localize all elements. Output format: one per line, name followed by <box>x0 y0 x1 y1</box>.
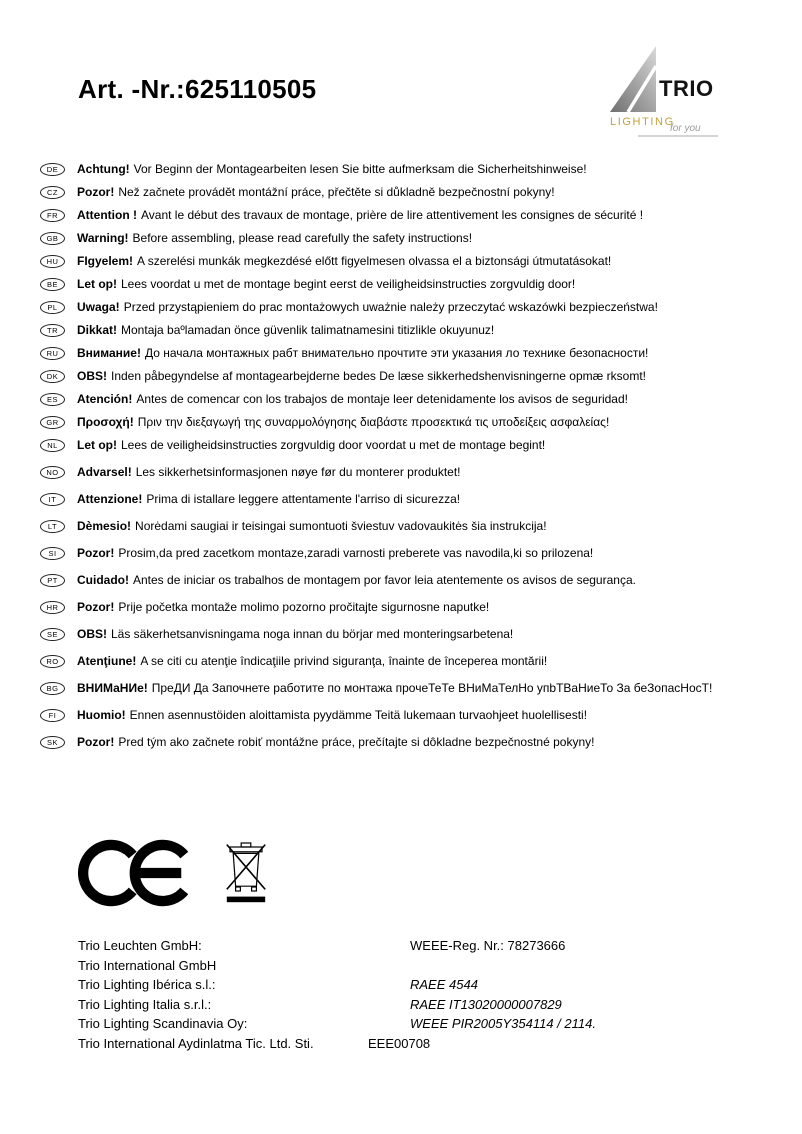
language-lead: Pozor! <box>77 735 115 749</box>
language-code-badge <box>40 655 65 668</box>
language-row <box>40 681 772 696</box>
language-code-badge <box>40 628 65 641</box>
language-lead: OBS! <box>77 369 107 383</box>
language-row <box>40 573 772 588</box>
weee-bin-icon <box>222 834 270 916</box>
language-text: Πριν την διεξαγωγή της συναρμολόγησης διαβάστε προσεκτικά τις υποδείξεις ασφαλείας! <box>137 415 610 429</box>
language-row <box>40 185 772 200</box>
language-row <box>40 708 772 723</box>
language-code-badge <box>40 186 65 199</box>
footer-right: RAEE IT13020000007829 <box>410 996 562 1012</box>
trio-sail-icon <box>610 46 656 112</box>
language-code: FI <box>48 711 57 720</box>
language-text: Prije početka montaže molimo pozorno pročitajte sigurnosne naputke! <box>118 600 490 614</box>
language-row <box>40 277 772 292</box>
footer-left: Trio Lighting Ibérica s.l.: <box>78 977 216 992</box>
footer-left: Trio International GmbH <box>78 957 217 973</box>
language-code: DE <box>46 165 59 174</box>
language-code-badge <box>40 255 65 268</box>
language-row <box>40 162 772 177</box>
language-text: Before assembling, please read carefully the safety instructions! <box>132 231 473 245</box>
language-row <box>40 546 772 561</box>
footer-right: WEEE PIR2005Y354114 / 2114. <box>410 1016 596 1031</box>
language-text: Prosim,da pred zacetkom montaze,zaradi varnosti preberete vas navodila,ki so prilozena! <box>118 546 594 560</box>
language-code: BE <box>46 280 58 289</box>
language-code: GB <box>46 234 59 243</box>
language-text: Norėdami saugiai ir teisingai sumontuoti šviestuv vadovaukitės šia instrukcija! <box>135 519 547 533</box>
language-text: Montaja baºlamadan önce güvenlik talimatnamesini titizlikle okuyunuz! <box>121 323 495 337</box>
footer-left: Trio Leuchten GmbH: <box>78 938 202 953</box>
language-lead: Let op! <box>77 277 117 291</box>
footer-row <box>78 975 762 995</box>
language-list <box>40 162 772 762</box>
footer-right: EEE00708 <box>368 1035 431 1051</box>
language-row <box>40 438 772 453</box>
trio-brand-text: TRIO <box>659 76 714 101</box>
language-text: Antes de iniciar os trabalhos de montagem por favor leia atentemente os avisos de segurança. <box>133 573 636 587</box>
language-code-badge <box>40 574 65 587</box>
language-text: ПреДИ Да Започнете работите по монтажа прочеТеТе ВНиМаТелНо упbТВаНиеТо За беЗопасНосТ! <box>151 681 713 695</box>
trio-logo <box>608 44 720 144</box>
language-lead: Pozor! <box>77 600 115 614</box>
language-code: BG <box>46 684 59 693</box>
ce-mark-icon <box>78 834 196 912</box>
language-code-badge <box>40 232 65 245</box>
language-code-badge <box>40 370 65 383</box>
language-code: CZ <box>47 188 58 197</box>
language-text: A szerelési munkák megkezdésé előtt figyelmesen olvassa el a biztonsági útmutatásokat! <box>137 254 612 268</box>
language-text: Les sikkerhetsinformasjonen nøye før du monterer produktet! <box>135 465 461 479</box>
language-code-badge <box>40 601 65 614</box>
language-text: До начала монтажных рабт внимательно прочтите эти указания ло технике безопасности! <box>144 346 649 360</box>
footer-rows <box>78 936 762 1053</box>
language-row <box>40 346 772 361</box>
footer-left: Trio International Aydinlatma Tic. Ltd. Sti. <box>78 1035 314 1051</box>
trio-foryou-text: for you <box>670 123 701 134</box>
language-code: TR <box>47 326 58 335</box>
language-text: Inden påbegyndelse af montagearbejderne bedes De læse sikkerhedshenvisningerne opmæ rksomt! <box>111 369 646 383</box>
language-code: PT <box>47 576 58 585</box>
language-text: Antes de comencar con los trabajos de montaje leer detenidamente los avisos de seguridad! <box>136 392 628 406</box>
compliance-symbols <box>78 834 270 916</box>
language-code: NL <box>47 441 58 450</box>
language-lead: FIgyelem! <box>77 254 134 268</box>
language-code: HU <box>46 257 59 266</box>
language-lead: Προσοχή! <box>77 415 134 429</box>
language-code: SI <box>48 549 57 558</box>
language-code-badge <box>40 466 65 479</box>
language-text: Než začnete provádět montážní práce, přečtěte si důkladně bezpečnostní pokyny! <box>118 185 555 199</box>
language-lead: Atención! <box>77 392 133 406</box>
language-row <box>40 627 772 642</box>
language-code: SK <box>46 738 58 747</box>
language-text: Vor Beginn der Montagearbeiten lesen Sie bitte aufmerksam die Sicherheitshinweise! <box>133 162 587 176</box>
article-number-title: Art. -Nr.:625110505 <box>78 74 317 104</box>
language-row <box>40 254 772 269</box>
language-row <box>40 415 772 430</box>
footer-row <box>78 956 762 976</box>
language-code-badge <box>40 547 65 560</box>
language-code: LT <box>47 522 58 531</box>
language-code: PL <box>47 303 58 312</box>
language-row <box>40 492 772 507</box>
language-code: FR <box>47 211 58 220</box>
language-lead: Achtung! <box>77 162 130 176</box>
trio-logo-graphic <box>608 44 720 144</box>
footer-left: Trio Lighting Scandinavia Oy: <box>78 1016 248 1031</box>
language-row <box>40 231 772 246</box>
language-code: NO <box>46 468 59 477</box>
language-row <box>40 735 772 750</box>
language-code-badge <box>40 736 65 749</box>
footer <box>78 936 762 1053</box>
footer-row <box>78 1034 762 1054</box>
language-text: Avant le début des travaux de montage, prière de lire attentivement les consignes de sécurité ! <box>140 208 644 222</box>
language-code: ES <box>46 395 58 404</box>
language-code: RU <box>46 349 59 358</box>
language-row <box>40 300 772 315</box>
language-lead: Внимание! <box>77 346 141 360</box>
language-code: SE <box>46 630 58 639</box>
language-code: GR <box>46 418 59 427</box>
language-row <box>40 465 772 480</box>
trio-lighting-text: LIGHTING <box>610 116 675 128</box>
language-lead: Pozor! <box>77 546 115 560</box>
language-code-badge <box>40 301 65 314</box>
footer-right: WEEE-Reg. Nr.: 78273666 <box>410 938 566 953</box>
language-lead: Uwaga! <box>77 300 120 314</box>
language-text: Pred tým ako začnete robiť montážne práce, prečítajte si dôkladne bezpečnostné pokyny! <box>118 735 595 749</box>
language-lead: Attenzione! <box>77 492 143 506</box>
language-lead: Dèmesio! <box>77 519 132 533</box>
language-code: IT <box>48 495 57 504</box>
language-row <box>40 519 772 534</box>
language-code: HR <box>46 603 59 612</box>
language-code-badge <box>40 493 65 506</box>
language-row <box>40 392 772 407</box>
language-code-badge <box>40 163 65 176</box>
language-lead: ВНИМаНИе! <box>77 681 148 695</box>
language-lead: Let op! <box>77 438 117 452</box>
language-lead: Dikkat! <box>77 323 118 337</box>
language-lead: Pozor! <box>77 185 115 199</box>
footer-row <box>78 1014 762 1034</box>
footer-row <box>78 995 762 1015</box>
language-code-badge <box>40 209 65 222</box>
language-row <box>40 208 772 223</box>
language-text: Prima di istallare leggere attentamente l'arriso di sicurezza! <box>146 492 461 506</box>
language-code-badge <box>40 439 65 452</box>
language-code-badge <box>40 416 65 429</box>
language-row <box>40 654 772 669</box>
language-text: Lees de veiligheidsinstructies zorgvuldig door voordat u met de montage begint! <box>121 438 546 452</box>
language-code-badge <box>40 393 65 406</box>
language-code: RO <box>46 657 59 666</box>
language-text: A se citi cu atenţie îndicaţiile privind siguranţa, înainte de începerea montării! <box>140 654 548 668</box>
language-lead: Huomio! <box>77 708 126 722</box>
language-lead: Cuidado! <box>77 573 129 587</box>
language-text: Ennen asennustöiden aloittamista pyydämme Teitä lukemaan turvaohjeet huolellisesti! <box>129 708 588 722</box>
language-row <box>40 600 772 615</box>
language-lead: OBS! <box>77 627 107 641</box>
language-code-badge <box>40 347 65 360</box>
language-code-badge <box>40 324 65 337</box>
language-lead: Attention ! <box>77 208 137 222</box>
language-code: DK <box>46 372 59 381</box>
language-code-badge <box>40 709 65 722</box>
language-code-badge <box>40 278 65 291</box>
language-code-badge <box>40 520 65 533</box>
language-code-badge <box>40 682 65 695</box>
language-lead: Atenţiune! <box>77 654 137 668</box>
language-row <box>40 323 772 338</box>
language-text: Lees voordat u met de montage begint eerst de veiligheidsinstructies zorgvuldig door! <box>121 277 576 291</box>
language-text: Przed przystąpieniem do prac montażowych uważnie należy przeczytać wskazówki bezpieczeństwa! <box>123 300 658 314</box>
footer-row <box>78 936 762 956</box>
footer-left: Trio Lighting Italia s.r.l.: <box>78 996 212 1012</box>
language-text: Läs säkerhetsanvisningama noga innan du börjar med monteringsarbetena! <box>111 627 514 641</box>
language-lead: Warning! <box>77 231 129 245</box>
language-lead: Advarsel! <box>77 465 132 479</box>
footer-right: RAEE 4544 <box>410 977 478 992</box>
language-row <box>40 369 772 384</box>
